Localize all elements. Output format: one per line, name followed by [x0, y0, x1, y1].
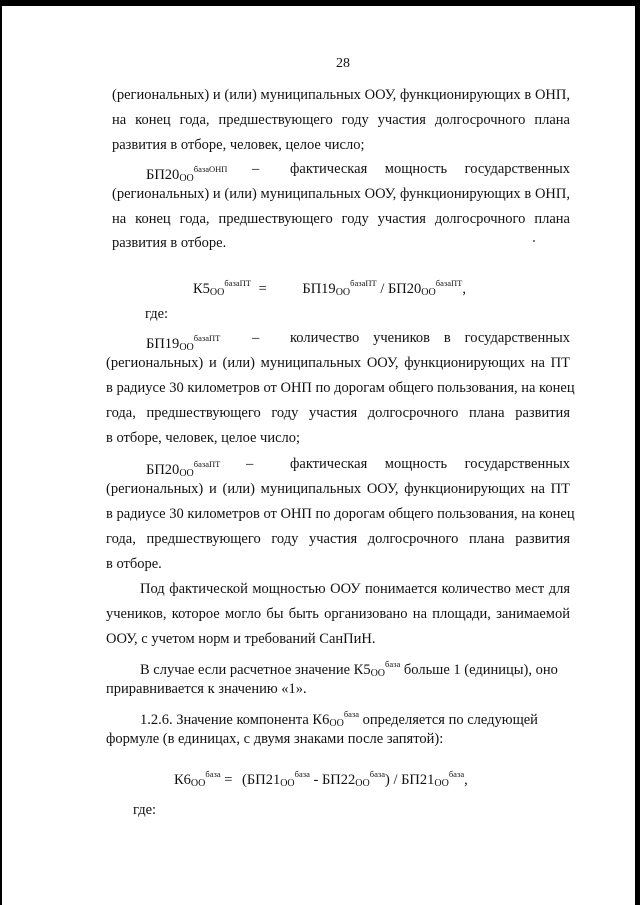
scan-border-top	[0, 0, 640, 6]
definition-text: фактическая мощность государственных	[290, 456, 570, 472]
definition-dash: –	[252, 330, 260, 346]
scan-border-right	[635, 0, 640, 905]
paragraph-line: развития в отборе.	[112, 235, 227, 251]
paragraph-line: развития в отборе, человек, целое число;	[112, 137, 365, 153]
paragraph-line: приравнивается к значению «1».	[106, 681, 307, 697]
paragraph-line: на конец года, предшествующего году участия долгосрочного плана	[112, 211, 570, 227]
where-label: где:	[133, 802, 157, 818]
paragraph-line: (региональных) и (или) муниципальных ООУ, функционирующих в ОНП,	[112, 87, 570, 103]
where-label: где:	[145, 306, 169, 322]
paragraph-line: года, предшествующего году участия долгосрочного плана развития	[106, 531, 570, 547]
definition-text: количество учеников в государственных	[290, 330, 570, 346]
formula-k6: $К6_{ОО}^{база} = (БП21_{ОО}^{база} - БП22_{ОО}^{база}) / БП21_{ОО}^{база}$,	[174, 769, 468, 789]
definition-dash: –	[246, 456, 254, 472]
paragraph-line: (региональных) и (или) муниципальных ООУ, функционирующих на ПТ	[106, 481, 570, 497]
page-number: 28	[336, 56, 350, 71]
paragraph-line: в радиусе 30 километров от ОНП по дорогам общего пользования, на конец	[106, 380, 575, 396]
paragraph-line: года, предшествующего году участия долгосрочного плана развития	[106, 405, 570, 421]
definition-text: фактическая мощность государственных	[290, 161, 570, 177]
definition-term: $БП19_{ОО}^{базаПТ}$	[146, 333, 221, 353]
paragraph-line: в отборе, человек, целое число;	[106, 430, 301, 446]
paragraph-line: (региональных) и (или) муниципальных ООУ, функционирующих на ПТ	[106, 355, 570, 371]
formula-k5: $К5_{ОО}^{базаПТ} = БП19_{ОО}^{базаПТ} / БП20_{ОО}^{базаПТ}$,	[193, 278, 466, 298]
paragraph-line: учеников, которое могло бы быть организовано на площади, занимаемой	[106, 606, 570, 622]
definition-term: $БП20_{ОО}^{базаПТ}$	[146, 459, 221, 479]
paragraph-line: в радиусе 30 километров от ОНП по дорогам общего пользования, на конец	[106, 506, 575, 522]
paragraph-line: ООУ, с учетом норм и требований СанПиН.	[106, 631, 376, 647]
case-line: В случае если расчетное значение $К5_{ОО}^{база}$ больше 1 (единицы), оно	[140, 659, 558, 679]
paragraph-line: на конец года, предшествующего году участия долгосрочного плана	[112, 112, 570, 128]
scan-border-left	[0, 0, 2, 905]
definition-dash: –	[252, 161, 260, 177]
definition-term: $БП20_{ОО}^{базаОНП}$	[146, 164, 228, 184]
paragraph-line: формуле (в единицах, с двумя знаками после запятой):	[106, 731, 444, 747]
scan-speck	[533, 240, 535, 242]
item-1-2-6-line: 1.2.6. Значение компонента $К6_{ОО}^{база}$ определяется по следующей	[140, 709, 538, 729]
paragraph-line: Под фактической мощностью ООУ понимается количество мест для	[140, 581, 570, 597]
paragraph-line: (региональных) и (или) муниципальных ООУ, функционирующих в ОНП,	[112, 186, 570, 202]
paragraph-line: в отборе.	[106, 556, 162, 572]
